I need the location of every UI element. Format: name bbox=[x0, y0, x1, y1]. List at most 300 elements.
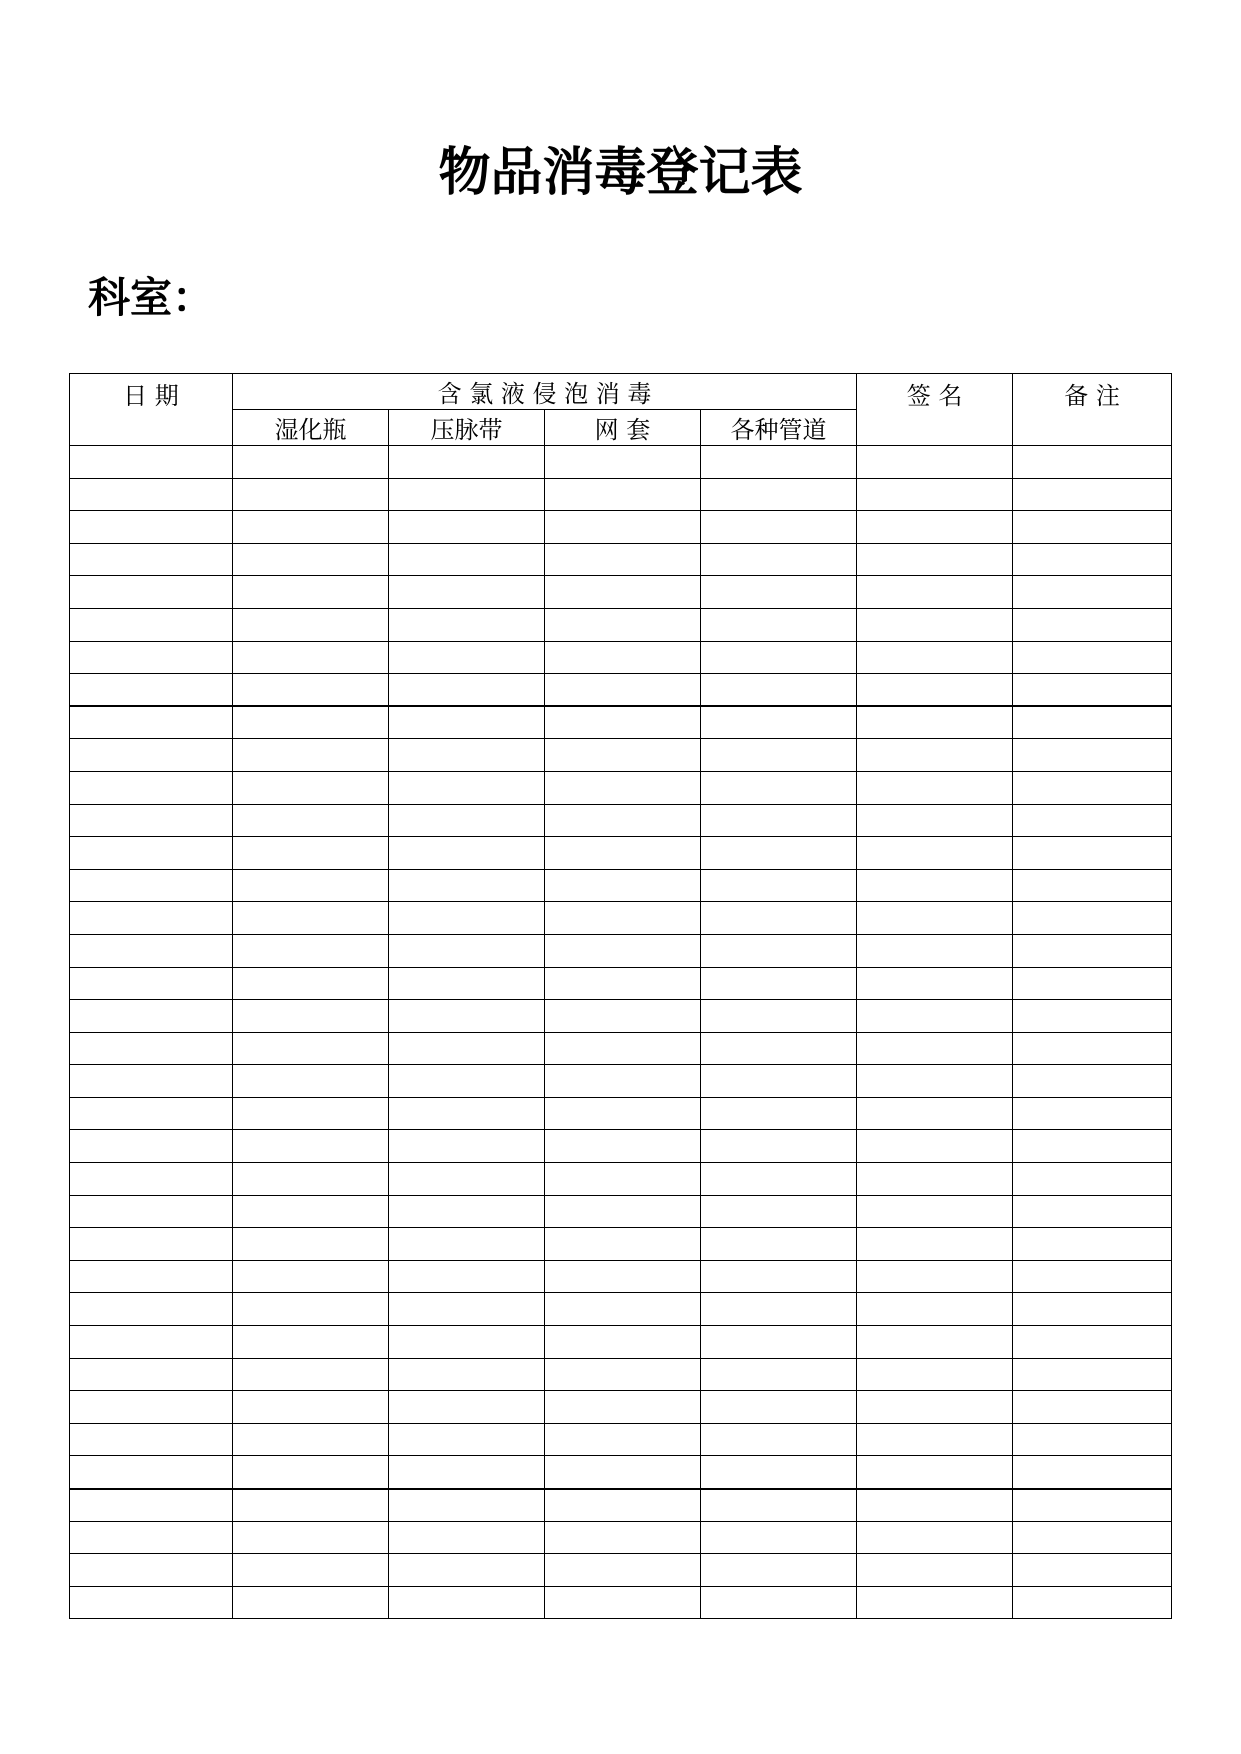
date-cell[interactable] bbox=[70, 837, 233, 870]
remarks-cell[interactable] bbox=[1013, 934, 1172, 967]
table-row bbox=[70, 1228, 1172, 1261]
signature-cell[interactable] bbox=[857, 1260, 1013, 1293]
humidifier-bottle-cell[interactable] bbox=[233, 511, 389, 544]
signature-cell[interactable] bbox=[857, 1391, 1013, 1424]
signature-cell[interactable] bbox=[857, 706, 1013, 739]
tubing-cell[interactable] bbox=[701, 1065, 857, 1098]
humidifier-bottle-cell[interactable] bbox=[233, 1489, 389, 1522]
table-row bbox=[70, 1195, 1172, 1228]
tourniquet-cell[interactable] bbox=[389, 1065, 545, 1098]
tourniquet-cell[interactable] bbox=[389, 1163, 545, 1196]
signature-cell[interactable] bbox=[857, 771, 1013, 804]
remarks-cell[interactable] bbox=[1013, 1358, 1172, 1391]
table-row bbox=[70, 1032, 1172, 1065]
tourniquet-cell[interactable] bbox=[389, 1130, 545, 1163]
remarks-cell[interactable] bbox=[1013, 511, 1172, 544]
table-row bbox=[70, 1163, 1172, 1196]
tubing-cell[interactable] bbox=[701, 1228, 857, 1261]
page-title: 物品消毒登记表 bbox=[438, 142, 803, 203]
signature-cell[interactable] bbox=[857, 1000, 1013, 1033]
date-cell[interactable] bbox=[70, 1032, 233, 1065]
humidifier-bottle-cell[interactable] bbox=[233, 869, 389, 902]
date-cell[interactable] bbox=[70, 869, 233, 902]
table-row bbox=[70, 1130, 1172, 1163]
signature-cell[interactable] bbox=[857, 804, 1013, 837]
tubing-cell[interactable] bbox=[701, 608, 857, 641]
net-cover-cell[interactable] bbox=[545, 674, 701, 707]
remarks-cell[interactable] bbox=[1013, 674, 1172, 707]
table-row bbox=[70, 934, 1172, 967]
tourniquet-cell[interactable] bbox=[389, 1293, 545, 1326]
remarks-cell[interactable] bbox=[1013, 1097, 1172, 1130]
tourniquet-cell[interactable] bbox=[389, 771, 545, 804]
humidifier-bottle-cell[interactable] bbox=[233, 706, 389, 739]
net-cover-cell[interactable] bbox=[545, 1489, 701, 1522]
humidifier-bottle-cell[interactable] bbox=[233, 804, 389, 837]
tubing-cell[interactable] bbox=[701, 967, 857, 1000]
remarks-cell[interactable] bbox=[1013, 706, 1172, 739]
net-cover-cell[interactable] bbox=[545, 934, 701, 967]
signature-cell[interactable] bbox=[857, 478, 1013, 511]
tourniquet-cell[interactable] bbox=[389, 446, 545, 479]
date-cell[interactable] bbox=[70, 771, 233, 804]
signature-cell[interactable] bbox=[857, 1130, 1013, 1163]
table-row bbox=[70, 674, 1172, 707]
table-row bbox=[70, 771, 1172, 804]
humidifier-bottle-cell[interactable] bbox=[233, 1326, 389, 1359]
tourniquet-cell[interactable] bbox=[389, 1489, 545, 1522]
remarks-cell[interactable] bbox=[1013, 1195, 1172, 1228]
remarks-cell[interactable] bbox=[1013, 641, 1172, 674]
signature-cell[interactable] bbox=[857, 1358, 1013, 1391]
tourniquet-cell[interactable] bbox=[389, 1195, 545, 1228]
date-cell[interactable] bbox=[70, 1260, 233, 1293]
date-cell[interactable] bbox=[70, 608, 233, 641]
date-cell[interactable] bbox=[70, 1065, 233, 1098]
net-cover-cell[interactable] bbox=[545, 1358, 701, 1391]
table-row bbox=[70, 608, 1172, 641]
tourniquet-cell[interactable] bbox=[389, 1097, 545, 1130]
tubing-cell[interactable] bbox=[701, 1554, 857, 1587]
signature-cell[interactable] bbox=[857, 608, 1013, 641]
humidifier-bottle-cell[interactable] bbox=[233, 1554, 389, 1587]
tourniquet-cell[interactable] bbox=[389, 1000, 545, 1033]
remarks-cell[interactable] bbox=[1013, 804, 1172, 837]
tubing-cell[interactable] bbox=[701, 1586, 857, 1619]
date-cell[interactable] bbox=[70, 1195, 233, 1228]
humidifier-bottle-cell[interactable] bbox=[233, 446, 389, 479]
tubing-cell[interactable] bbox=[701, 511, 857, 544]
table-row bbox=[70, 837, 1172, 870]
tubing-cell[interactable] bbox=[701, 1423, 857, 1456]
tubing-cell[interactable] bbox=[701, 1293, 857, 1326]
tourniquet-cell[interactable] bbox=[389, 967, 545, 1000]
humidifier-bottle-cell[interactable] bbox=[233, 576, 389, 609]
tubing-cell[interactable] bbox=[701, 1489, 857, 1522]
date-cell[interactable] bbox=[70, 902, 233, 935]
humidifier-bottle-cell[interactable] bbox=[233, 1130, 389, 1163]
remarks-cell[interactable] bbox=[1013, 608, 1172, 641]
date-cell[interactable] bbox=[70, 1489, 233, 1522]
remarks-cell[interactable] bbox=[1013, 869, 1172, 902]
date-cell[interactable] bbox=[70, 478, 233, 511]
net-cover-cell[interactable] bbox=[545, 576, 701, 609]
tourniquet-cell[interactable] bbox=[389, 608, 545, 641]
table-row bbox=[70, 641, 1172, 674]
net-cover-cell[interactable] bbox=[545, 1228, 701, 1261]
table-row bbox=[70, 1391, 1172, 1424]
tourniquet-cell[interactable] bbox=[389, 576, 545, 609]
tubing-cell[interactable] bbox=[701, 1326, 857, 1359]
humidifier-bottle-cell[interactable] bbox=[233, 1391, 389, 1424]
net-cover-cell[interactable] bbox=[545, 1163, 701, 1196]
remarks-cell[interactable] bbox=[1013, 902, 1172, 935]
humidifier-bottle-cell[interactable] bbox=[233, 543, 389, 576]
net-cover-cell[interactable] bbox=[545, 902, 701, 935]
humidifier-bottle-cell[interactable] bbox=[233, 967, 389, 1000]
table-row bbox=[70, 1326, 1172, 1359]
humidifier-bottle-cell[interactable] bbox=[233, 608, 389, 641]
date-cell[interactable] bbox=[70, 1130, 233, 1163]
tourniquet-cell[interactable] bbox=[389, 1358, 545, 1391]
net-cover-cell[interactable] bbox=[545, 608, 701, 641]
table-row bbox=[70, 1293, 1172, 1326]
net-cover-cell[interactable] bbox=[545, 739, 701, 772]
remarks-cell[interactable] bbox=[1013, 1130, 1172, 1163]
signature-cell[interactable] bbox=[857, 837, 1013, 870]
humidifier-bottle-cell[interactable] bbox=[233, 771, 389, 804]
tubing-cell[interactable] bbox=[701, 1163, 857, 1196]
tubing-cell[interactable] bbox=[701, 478, 857, 511]
date-cell[interactable] bbox=[70, 804, 233, 837]
date-cell[interactable] bbox=[70, 1521, 233, 1554]
signature-cell[interactable] bbox=[857, 641, 1013, 674]
tourniquet-cell[interactable] bbox=[389, 1326, 545, 1359]
tubing-cell[interactable] bbox=[701, 1391, 857, 1424]
humidifier-bottle-cell[interactable] bbox=[233, 1260, 389, 1293]
table-row bbox=[70, 739, 1172, 772]
humidifier-bottle-cell[interactable] bbox=[233, 1586, 389, 1619]
humidifier-bottle-cell[interactable] bbox=[233, 739, 389, 772]
signature-cell[interactable] bbox=[857, 1326, 1013, 1359]
tubing-header: 各种管道 bbox=[701, 410, 857, 446]
remarks-cell[interactable] bbox=[1013, 446, 1172, 479]
date-cell[interactable] bbox=[70, 1293, 233, 1326]
net-cover-cell[interactable] bbox=[545, 804, 701, 837]
humidifier-bottle-cell[interactable] bbox=[233, 1228, 389, 1261]
remarks-cell[interactable] bbox=[1013, 739, 1172, 772]
date-cell[interactable] bbox=[70, 674, 233, 707]
remarks-cell[interactable] bbox=[1013, 1489, 1172, 1522]
signature-cell[interactable] bbox=[857, 869, 1013, 902]
humidifier-bottle-cell[interactable] bbox=[233, 902, 389, 935]
tubing-cell[interactable] bbox=[701, 869, 857, 902]
tubing-cell[interactable] bbox=[701, 804, 857, 837]
tubing-cell[interactable] bbox=[701, 641, 857, 674]
net-cover-cell[interactable] bbox=[545, 837, 701, 870]
tubing-cell[interactable] bbox=[701, 706, 857, 739]
date-cell[interactable] bbox=[70, 446, 233, 479]
net-cover-cell[interactable] bbox=[545, 511, 701, 544]
signature-cell[interactable] bbox=[857, 934, 1013, 967]
net-cover-cell[interactable] bbox=[545, 1260, 701, 1293]
remarks-cell[interactable] bbox=[1013, 967, 1172, 1000]
signature-cell[interactable] bbox=[857, 1554, 1013, 1587]
tubing-cell[interactable] bbox=[701, 902, 857, 935]
tourniquet-cell[interactable] bbox=[389, 1456, 545, 1489]
humidifier-bottle-cell[interactable] bbox=[233, 641, 389, 674]
table-row bbox=[70, 543, 1172, 576]
tubing-cell[interactable] bbox=[701, 1456, 857, 1489]
humidifier-bottle-cell[interactable] bbox=[233, 1195, 389, 1228]
date-cell[interactable] bbox=[70, 1326, 233, 1359]
humidifier-bottle-cell[interactable] bbox=[233, 478, 389, 511]
humidifier-bottle-cell[interactable] bbox=[233, 1521, 389, 1554]
tubing-cell[interactable] bbox=[701, 674, 857, 707]
signature-cell[interactable] bbox=[857, 576, 1013, 609]
signature-cell[interactable] bbox=[857, 1032, 1013, 1065]
signature-cell[interactable] bbox=[857, 1521, 1013, 1554]
disinfection-register-table bbox=[69, 373, 1172, 1619]
tourniquet-cell[interactable] bbox=[389, 934, 545, 967]
signature-cell[interactable] bbox=[857, 1228, 1013, 1261]
tubing-cell[interactable] bbox=[701, 1260, 857, 1293]
table-row bbox=[70, 1586, 1172, 1619]
tourniquet-cell[interactable] bbox=[389, 1391, 545, 1424]
table-row bbox=[70, 446, 1172, 479]
tubing-cell[interactable] bbox=[701, 1195, 857, 1228]
table-row bbox=[70, 478, 1172, 511]
date-cell[interactable] bbox=[70, 1163, 233, 1196]
signature-cell[interactable] bbox=[857, 1097, 1013, 1130]
net-cover-cell[interactable] bbox=[545, 1065, 701, 1098]
remarks-cell[interactable] bbox=[1013, 1293, 1172, 1326]
date-header: 日 期 bbox=[70, 374, 233, 446]
humidifier-bottle-header: 湿化瓶 bbox=[233, 410, 389, 446]
tubing-cell[interactable] bbox=[701, 1032, 857, 1065]
signature-cell[interactable] bbox=[857, 543, 1013, 576]
humidifier-bottle-cell[interactable] bbox=[233, 674, 389, 707]
net-cover-cell[interactable] bbox=[545, 1195, 701, 1228]
date-cell[interactable] bbox=[70, 1391, 233, 1424]
net-cover-cell[interactable] bbox=[545, 1456, 701, 1489]
net-cover-cell[interactable] bbox=[545, 771, 701, 804]
signature-cell[interactable] bbox=[857, 1293, 1013, 1326]
tourniquet-cell[interactable] bbox=[389, 1586, 545, 1619]
net-cover-header: 网 套 bbox=[545, 410, 701, 446]
humidifier-bottle-cell[interactable] bbox=[233, 1358, 389, 1391]
chlorine-soak-header: 含 氯 液 侵 泡 消 毒 bbox=[233, 374, 857, 410]
tourniquet-cell[interactable] bbox=[389, 1521, 545, 1554]
tubing-cell[interactable] bbox=[701, 1000, 857, 1033]
tubing-cell[interactable] bbox=[701, 771, 857, 804]
table-row bbox=[70, 1423, 1172, 1456]
tourniquet-header: 压脉带 bbox=[389, 410, 545, 446]
net-cover-cell[interactable] bbox=[545, 1130, 701, 1163]
tourniquet-cell[interactable] bbox=[389, 641, 545, 674]
remarks-cell[interactable] bbox=[1013, 1586, 1172, 1619]
table-row bbox=[70, 1489, 1172, 1522]
tourniquet-cell[interactable] bbox=[389, 1228, 545, 1261]
remarks-cell[interactable] bbox=[1013, 1065, 1172, 1098]
signature-cell[interactable] bbox=[857, 1423, 1013, 1456]
remarks-cell[interactable] bbox=[1013, 1456, 1172, 1489]
date-cell[interactable] bbox=[70, 706, 233, 739]
table-row bbox=[70, 576, 1172, 609]
date-cell[interactable] bbox=[70, 1554, 233, 1587]
date-cell[interactable] bbox=[70, 1228, 233, 1261]
tourniquet-cell[interactable] bbox=[389, 543, 545, 576]
table-row bbox=[70, 967, 1172, 1000]
net-cover-cell[interactable] bbox=[545, 1032, 701, 1065]
humidifier-bottle-cell[interactable] bbox=[233, 1293, 389, 1326]
signature-cell[interactable] bbox=[857, 739, 1013, 772]
table-row bbox=[70, 1000, 1172, 1033]
remarks-cell[interactable] bbox=[1013, 1391, 1172, 1424]
tourniquet-cell[interactable] bbox=[389, 1032, 545, 1065]
date-cell[interactable] bbox=[70, 1000, 233, 1033]
signature-cell[interactable] bbox=[857, 511, 1013, 544]
tubing-cell[interactable] bbox=[701, 576, 857, 609]
signature-cell[interactable] bbox=[857, 1065, 1013, 1098]
remarks-cell[interactable] bbox=[1013, 1423, 1172, 1456]
tubing-cell[interactable] bbox=[701, 1521, 857, 1554]
remarks-cell[interactable] bbox=[1013, 1554, 1172, 1587]
table-row bbox=[70, 1554, 1172, 1587]
tourniquet-cell[interactable] bbox=[389, 1423, 545, 1456]
date-cell[interactable] bbox=[70, 543, 233, 576]
net-cover-cell[interactable] bbox=[545, 1097, 701, 1130]
net-cover-cell[interactable] bbox=[545, 1000, 701, 1033]
tourniquet-cell[interactable] bbox=[389, 804, 545, 837]
net-cover-cell[interactable] bbox=[545, 1326, 701, 1359]
signature-cell[interactable] bbox=[857, 902, 1013, 935]
remarks-cell[interactable] bbox=[1013, 837, 1172, 870]
humidifier-bottle-cell[interactable] bbox=[233, 1065, 389, 1098]
net-cover-cell[interactable] bbox=[545, 543, 701, 576]
tourniquet-cell[interactable] bbox=[389, 837, 545, 870]
tubing-cell[interactable] bbox=[701, 1130, 857, 1163]
tourniquet-cell[interactable] bbox=[389, 478, 545, 511]
tourniquet-cell[interactable] bbox=[389, 739, 545, 772]
table-row bbox=[70, 1260, 1172, 1293]
header-row bbox=[70, 374, 1172, 410]
humidifier-bottle-cell[interactable] bbox=[233, 1032, 389, 1065]
remarks-cell[interactable] bbox=[1013, 1326, 1172, 1359]
date-cell[interactable] bbox=[70, 934, 233, 967]
table-row bbox=[70, 1521, 1172, 1554]
tourniquet-cell[interactable] bbox=[389, 1260, 545, 1293]
tubing-cell[interactable] bbox=[701, 934, 857, 967]
date-cell[interactable] bbox=[70, 1423, 233, 1456]
table-row bbox=[70, 902, 1172, 935]
date-cell[interactable] bbox=[70, 739, 233, 772]
humidifier-bottle-cell[interactable] bbox=[233, 934, 389, 967]
date-cell[interactable] bbox=[70, 1456, 233, 1489]
signature-cell[interactable] bbox=[857, 1489, 1013, 1522]
remarks-cell[interactable] bbox=[1013, 1260, 1172, 1293]
department-label: 科室： bbox=[88, 273, 215, 322]
tourniquet-cell[interactable] bbox=[389, 902, 545, 935]
date-cell[interactable] bbox=[70, 641, 233, 674]
signature-cell[interactable] bbox=[857, 967, 1013, 1000]
date-cell[interactable] bbox=[70, 1097, 233, 1130]
net-cover-cell[interactable] bbox=[545, 446, 701, 479]
table-row bbox=[70, 706, 1172, 739]
net-cover-cell[interactable] bbox=[545, 967, 701, 1000]
tubing-cell[interactable] bbox=[701, 837, 857, 870]
date-cell[interactable] bbox=[70, 1358, 233, 1391]
table-row bbox=[70, 804, 1172, 837]
table-row bbox=[70, 869, 1172, 902]
tourniquet-cell[interactable] bbox=[389, 674, 545, 707]
signature-cell[interactable] bbox=[857, 1163, 1013, 1196]
date-cell[interactable] bbox=[70, 1586, 233, 1619]
remarks-cell[interactable] bbox=[1013, 1521, 1172, 1554]
date-cell[interactable] bbox=[70, 967, 233, 1000]
date-cell[interactable] bbox=[70, 511, 233, 544]
table-row bbox=[70, 1358, 1172, 1391]
net-cover-cell[interactable] bbox=[545, 1391, 701, 1424]
remarks-cell[interactable] bbox=[1013, 1163, 1172, 1196]
tubing-cell[interactable] bbox=[701, 446, 857, 479]
net-cover-cell[interactable] bbox=[545, 1423, 701, 1456]
net-cover-cell[interactable] bbox=[545, 706, 701, 739]
humidifier-bottle-cell[interactable] bbox=[233, 1456, 389, 1489]
net-cover-cell[interactable] bbox=[545, 1554, 701, 1587]
humidifier-bottle-cell[interactable] bbox=[233, 837, 389, 870]
tubing-cell[interactable] bbox=[701, 1358, 857, 1391]
humidifier-bottle-cell[interactable] bbox=[233, 1097, 389, 1130]
signature-cell[interactable] bbox=[857, 1195, 1013, 1228]
signature-cell[interactable] bbox=[857, 446, 1013, 479]
table-row bbox=[70, 511, 1172, 544]
table-row bbox=[70, 1065, 1172, 1098]
humidifier-bottle-cell[interactable] bbox=[233, 1423, 389, 1456]
tourniquet-cell[interactable] bbox=[389, 1554, 545, 1587]
signature-cell[interactable] bbox=[857, 674, 1013, 707]
remarks-cell[interactable] bbox=[1013, 1032, 1172, 1065]
signature-cell[interactable] bbox=[857, 1586, 1013, 1619]
net-cover-cell[interactable] bbox=[545, 1586, 701, 1619]
remarks-cell[interactable] bbox=[1013, 576, 1172, 609]
signature-cell[interactable] bbox=[857, 1456, 1013, 1489]
remarks-cell[interactable] bbox=[1013, 1000, 1172, 1033]
remarks-cell[interactable] bbox=[1013, 1228, 1172, 1261]
table-row bbox=[70, 1456, 1172, 1489]
tubing-cell[interactable] bbox=[701, 739, 857, 772]
humidifier-bottle-cell[interactable] bbox=[233, 1000, 389, 1033]
table-row bbox=[70, 1097, 1172, 1130]
tourniquet-cell[interactable] bbox=[389, 706, 545, 739]
remarks-cell[interactable] bbox=[1013, 543, 1172, 576]
net-cover-cell[interactable] bbox=[545, 641, 701, 674]
net-cover-cell[interactable] bbox=[545, 478, 701, 511]
net-cover-cell[interactable] bbox=[545, 1521, 701, 1554]
tourniquet-cell[interactable] bbox=[389, 511, 545, 544]
remarks-cell[interactable] bbox=[1013, 771, 1172, 804]
net-cover-cell[interactable] bbox=[545, 1293, 701, 1326]
signature-header: 签 名 bbox=[857, 374, 1013, 446]
humidifier-bottle-cell[interactable] bbox=[233, 1163, 389, 1196]
tubing-cell[interactable] bbox=[701, 1097, 857, 1130]
remarks-header: 备 注 bbox=[1013, 374, 1172, 446]
remarks-cell[interactable] bbox=[1013, 478, 1172, 511]
net-cover-cell[interactable] bbox=[545, 869, 701, 902]
date-cell[interactable] bbox=[70, 576, 233, 609]
tourniquet-cell[interactable] bbox=[389, 869, 545, 902]
tubing-cell[interactable] bbox=[701, 543, 857, 576]
